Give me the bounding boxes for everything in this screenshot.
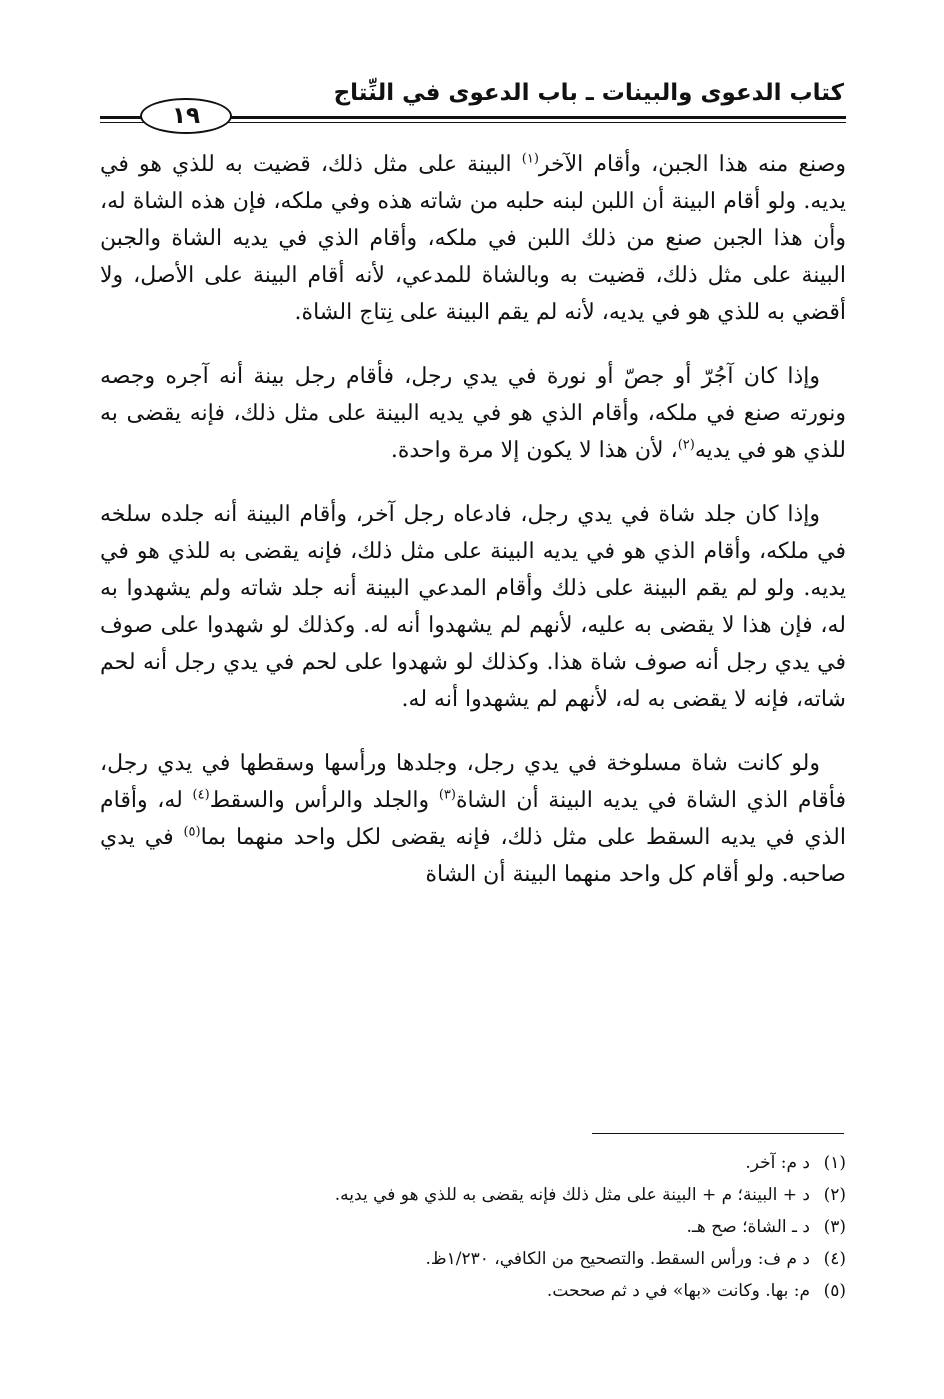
paragraph-text: في يدي صاحبه. ولو أقام كل واحد منهما البينة أن الشاة [100,825,846,887]
paragraph-text: وإذا كان آجُرّ أو جصّ أو نورة في يدي رجل، فأقام رجل بينة أنه آجره وجصه ونورته صنع في ملكه، وأقام الذي هو في يديه البينة على مثل ذلك، فإنه يقضى به للذي هو في يديه [100,364,846,463]
paragraph-4 [100,745,846,893]
main-text [100,146,846,893]
footnote-number: (٣) [823,1217,846,1237]
footnote-number: (١) [823,1153,846,1173]
footnote-separator [592,1133,844,1134]
footnote-number: (٢) [823,1185,846,1205]
footnote-text: م: بها. وكانت «بها» في د ثم صححت. [546,1281,810,1301]
paragraph-2 [100,358,846,469]
paragraph-text: له، وأقام الذي في يديه السقط على مثل ذلك، فإنه يقضى لكل واحد منهما بما [100,788,846,850]
footnote-number: (٤) [823,1249,846,1269]
paragraph-text: ولو كانت شاة مسلوخة في يدي رجل، وجلدها ورأسها وسقطها في يدي رجل، فأقام الذي الشاة في يديه البينة أن الشاة [100,751,846,813]
footnote-text: د م ف: ورأس السقط. والتصحيح من الكافي، ١/٢٣٠ظ. [425,1249,810,1269]
paragraph-text: وإذا كان جلد شاة في يدي رجل، فادعاه رجل آخر، وأقام البينة أنه جلده سلخه في ملكه، وأقام الذي هو في يديه البينة على مثل ذلك، فإنه يقضى به للذي هو في يديه. ولو لم يقم البينة على ذلك وأقام المدعي البينة أنه جلد شاته ولم يشهدوا به له، فإن هذا لا يقضى به عليه، لأنهم لم يشهدوا أنه له. وكذلك لو شهدوا على صوف في يدي رجل أنه صوف شاة هذا. وكذلك لو شهدوا على لحم في يدي رجل أنه لحم شاته، فإنه لا يقضى به له، لأنهم لم يشهدوا أنه له. [100,502,846,712]
paragraph-text: والجلد والرأس والسقط [209,788,430,813]
paragraph-text: ، لأن هذا لا يكون إلا مرة واحدة. [390,438,678,463]
footnotes-list [100,1147,846,1307]
paragraph-1 [100,146,846,331]
footnote-ref-2[interactable]: (٢) [677,437,695,453]
page-number: ١٩ [140,98,232,134]
paragraph-3 [100,496,846,718]
footnote-3 [100,1211,846,1243]
paragraph-text: البينة على مثل ذلك، قضيت به للذي هو في يديه. ولو أقام البينة أن اللبن لبنه حلبه من شاته هذه وفي ملكه، فإن هذه الشاة له، وأن هذا الجبن صنع من ذلك اللبن في ملكه، وأقام الذي في يديه الشاة والجبن البينة على مثل ذلك، قضيت به وبالشاة للمدعي، لأنه أقام البينة على الأصل، ولا أقضي به للذي هو في يديه، لأنه لم يقم البينة على نِتاج الشاة. [100,152,846,325]
footnote-number: (٥) [823,1281,846,1301]
footnote-ref-4[interactable]: (٤) [192,787,210,803]
footnote-text: د م: آخر. [745,1153,810,1173]
footnote-2 [100,1179,846,1211]
paragraph-text: وصنع منه هذا الجبن، وأقام الآخر [538,152,847,177]
footnote-ref-3[interactable]: (٣) [438,787,456,803]
footnote-text: د ـ الشاة؛ صح هـ. [686,1217,810,1237]
footnote-ref-1[interactable]: (١) [521,151,539,167]
footnote-ref-5[interactable]: (٥) [183,824,201,840]
footnote-4 [100,1243,846,1275]
footnote-5 [100,1275,846,1307]
footnote-1 [100,1147,846,1179]
running-title: كتاب الدعوى والبينات ـ باب الدعوى في النِّتاج [333,80,844,106]
footnote-text: د + البينة؛ م + البينة على مثل ذلك فإنه يقضى به للذي هو في يديه. [334,1185,810,1205]
